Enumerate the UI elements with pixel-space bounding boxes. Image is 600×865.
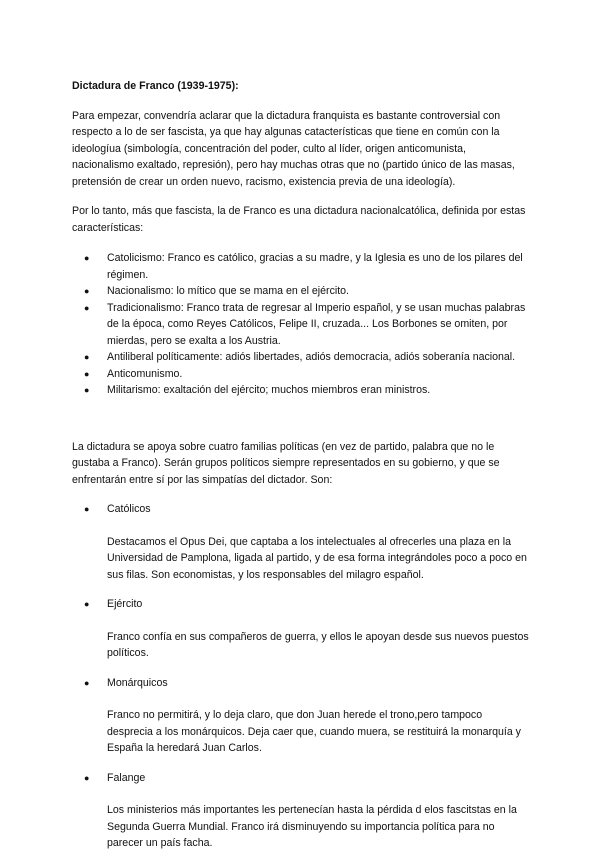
family-name: Monárquicos: [107, 676, 168, 689]
document-title: Dictadura de Franco (1939-1975):: [72, 80, 239, 92]
characteristics-list: [72, 250, 530, 399]
list-item-text: Antiliberal políticamente: adiós libertades, adiós democracia, adiós soberanía nacional.: [107, 351, 516, 363]
bullet-icon: ●: [84, 352, 90, 362]
bullet-icon: ●: [84, 385, 90, 395]
bullet-icon: ●: [84, 286, 90, 296]
families-list: [72, 501, 530, 852]
list-item-text: Catolicismo: Franco es católico, gracias a su madre, y la Iglesia es uno de los pilares del régimen.: [107, 252, 523, 281]
family-name: Católicos: [107, 503, 151, 515]
bullet-icon: ●: [84, 504, 90, 514]
family-item: [72, 675, 530, 757]
list-item: [72, 366, 530, 383]
list-item: [72, 250, 530, 283]
definition-paragraph: Por lo tanto, más que fascista, la de Franco es una dictadura nacionalcatólica, definida por estas características:: [72, 205, 526, 234]
families-intro-paragraph: La dictadura se apoya sobre cuatro familias políticas (en vez de partido, palabra que no le gustaba a Franco). Serán grupos políticos siempre representados en su gobierno, y que se enfrentarán entre sí por las simpatías del dictador. Son:: [72, 440, 500, 486]
family-description: Franco confía en sus compañeros de guerra, y ellos le apoyan desde sus nuevos puestos políticos.: [107, 630, 529, 659]
list-item-text: Tradicionalismo: Franco trata de regresar al Imperio español, y se usan muchas palabras de la época, como Reyes Católicos, Felipe II, cruzada... Los Borbones se omiten, por mierdas, pero se exalta a los Austria.: [107, 301, 526, 347]
bullet-icon: ●: [84, 302, 90, 313]
family-item: [72, 501, 530, 583]
bullet-icon: ●: [84, 253, 90, 263]
bullet-icon: ●: [84, 772, 90, 783]
document-page: [72, 78, 530, 865]
spacer: [72, 399, 530, 439]
family-item: [72, 770, 530, 852]
bullet-icon: ●: [84, 368, 90, 379]
list-item: [72, 283, 530, 300]
family-item: [72, 596, 530, 662]
family-description: Franco no permitirá, y lo deja claro, que don Juan herede el trono,pero tampoco desprecia a los monárquicos. Deja caer que, cuando muera, se restituirá la monarquía y España la heredará Juan Carlos.: [107, 709, 521, 754]
list-item-text: Nacionalismo: lo mítico que se mama en el ejército.: [107, 285, 349, 297]
list-item: [72, 349, 530, 366]
family-name: Falange: [107, 771, 146, 784]
family-description: Destacamos el Opus Dei, que captaba a los intelectuales al ofrecerles una plaza en la Universidad de Pamplona, ligada al partido, y de esa forma integrándoles poco a poco en sus filas. Son economistas, y los responsables del milagro español.: [107, 535, 527, 581]
intro-paragraph: Para empezar, convendría aclarar que la dictadura franquista es bastante controversial con respecto a lo de ser fascista, ya que hay algunas catacterísticas que tiene en común con la ideologíua (simbología, concentración del poder, culto al líder, origen anticomunista, nacionalismo exaltado, represión), pero hay muchas otras que no (partido único de las masas, pretensión de crear un orden nuevo, racismo, existencia previa de una ideología).: [72, 109, 515, 188]
list-item-text: Anticomunismo.: [107, 367, 183, 380]
list-item: [72, 382, 530, 399]
family-name: Ejército: [107, 598, 143, 610]
list-item-text: Militarismo: exaltación del ejército; muchos miembros eran ministros.: [107, 384, 431, 396]
bullet-icon: ●: [84, 677, 90, 688]
family-description: Los ministerios más importantes les pertenecían hasta la pérdida d elos fascitstas en la Segunda Guerra Mundial. Franco irá disminuyendo su importancia política para no parecer un país facha.: [107, 804, 517, 849]
bullet-icon: ●: [84, 599, 90, 609]
list-item: [72, 300, 530, 350]
